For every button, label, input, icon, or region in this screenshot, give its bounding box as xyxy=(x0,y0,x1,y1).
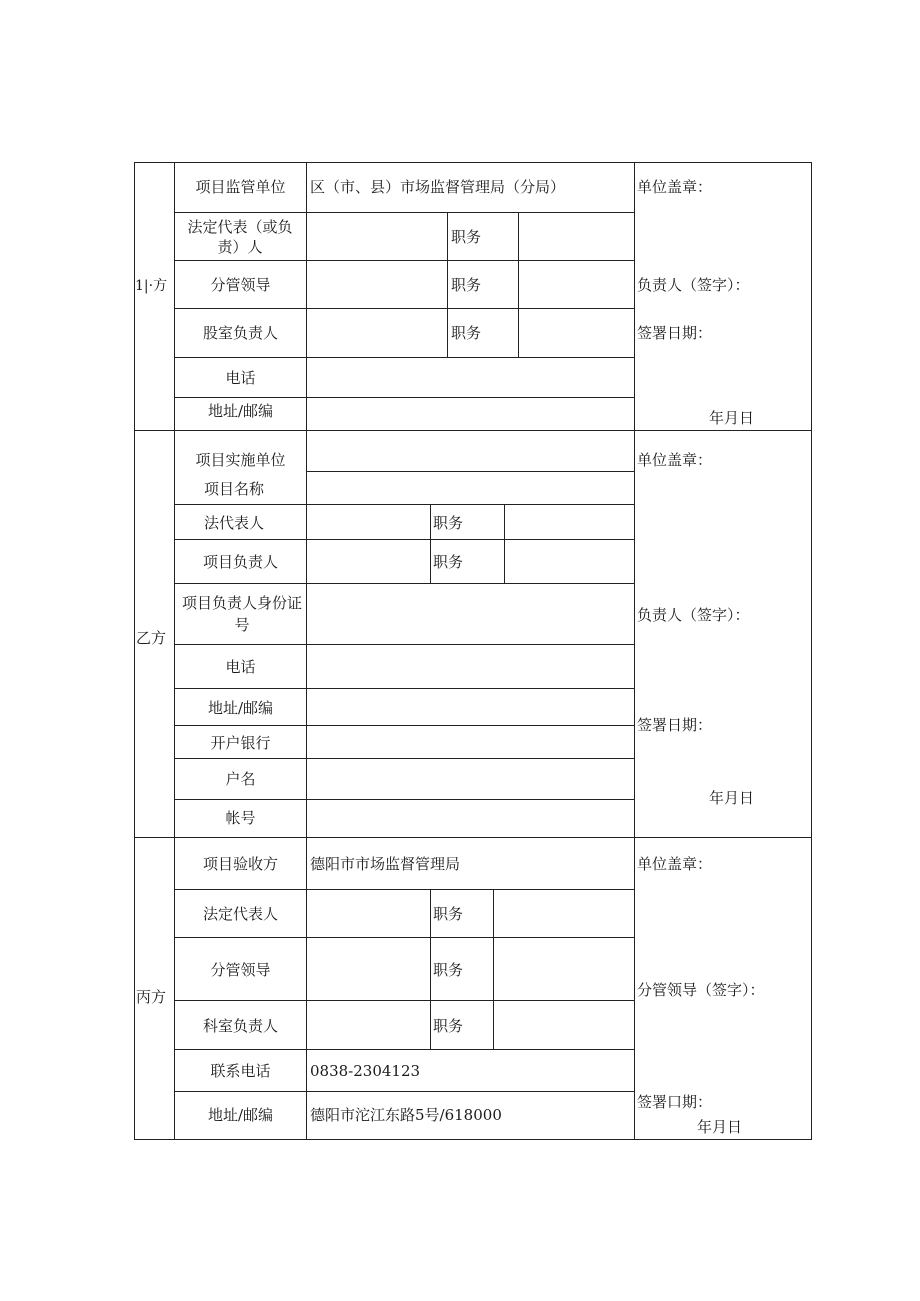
leader-label: 分管领导 xyxy=(210,961,271,979)
party-a-sign-date: 签署日期： xyxy=(637,324,713,342)
impl-unit-label: 项目实施单位 xyxy=(195,451,286,469)
lead-id-label: 项目负责人身份证号 xyxy=(181,594,302,634)
party-b-label: 乙方 xyxy=(136,629,167,647)
party-c-seal: 单位盖章： xyxy=(637,855,713,873)
party-c-label: 丙方 xyxy=(136,988,167,1006)
phone-label: 电话 xyxy=(225,369,256,387)
position-label: 职务 xyxy=(451,324,482,342)
row-divider xyxy=(174,1049,635,1050)
phone-label: 电话 xyxy=(225,658,256,676)
row-divider xyxy=(174,212,635,213)
section-a-b-divider xyxy=(134,430,812,431)
account-name-label: 户名 xyxy=(225,770,256,788)
phone-value: 0838-2304123 xyxy=(310,1062,421,1080)
party-a-seal: 单位盖章： xyxy=(637,178,713,196)
party-c-sign-date: 签署口期： xyxy=(637,1093,713,1111)
party-b-sign-person: 负责人（签字）： xyxy=(637,606,750,624)
address-label: 地址/邮编 xyxy=(207,402,274,420)
agreement-signature-table xyxy=(134,162,812,1140)
project-name-label: 项目名称 xyxy=(203,480,264,498)
position-label: 职务 xyxy=(451,228,482,246)
legal-rep-label: 法代表人 xyxy=(203,514,264,532)
party-b-seal: 单位盖章： xyxy=(637,451,713,469)
row-divider xyxy=(174,725,635,726)
phone-label: 联系电话 xyxy=(210,1062,271,1080)
row-divider xyxy=(174,644,635,645)
acceptor-label: 项目验收方 xyxy=(202,855,278,873)
table-border-right xyxy=(811,162,812,1140)
legal-rep-label: 法定代表人 xyxy=(202,905,278,923)
row-divider xyxy=(174,688,635,689)
row-divider xyxy=(174,539,635,540)
position-value-divider xyxy=(504,504,505,584)
position-label-divider xyxy=(430,889,431,1050)
bank-label: 开户银行 xyxy=(210,734,271,752)
position-label: 职务 xyxy=(433,1017,464,1035)
row-divider xyxy=(174,1091,635,1092)
row-divider xyxy=(174,799,635,800)
project-lead-label: 项目负责人 xyxy=(202,553,278,571)
position-label: 职务 xyxy=(433,514,464,532)
row-divider xyxy=(174,758,635,759)
row-divider xyxy=(174,260,635,261)
position-label: 职务 xyxy=(433,905,464,923)
address-label: 地址/邮编 xyxy=(207,699,274,717)
section-head-label: 股室负责人 xyxy=(202,324,278,342)
row-divider xyxy=(174,357,635,358)
table-border-top xyxy=(134,162,812,163)
row-divider xyxy=(174,889,635,890)
row-divider xyxy=(174,1000,635,1001)
row-divider xyxy=(174,397,635,398)
party-a-sign-person: 负责人（签字）： xyxy=(637,276,750,294)
party-a-ymd: 年月日 xyxy=(709,409,755,427)
section-b-c-divider xyxy=(134,837,812,838)
leader-label: 分管领导 xyxy=(210,276,271,294)
account-no-label: 帐号 xyxy=(225,809,256,827)
party-b-ymd: 年月日 xyxy=(709,789,755,807)
position-label-divider xyxy=(447,212,448,358)
party-a-label: 1|·方 xyxy=(135,278,168,294)
table-border-bottom xyxy=(134,1139,812,1140)
party-c-sign-person: 分管领导（签字）： xyxy=(637,981,765,999)
position-value-divider xyxy=(518,212,519,358)
legal-rep-label: 法定代表（或负责）人 xyxy=(187,218,293,256)
section-head-label: 科室负责人 xyxy=(202,1017,278,1035)
position-label-divider xyxy=(430,504,431,584)
row-divider xyxy=(306,471,635,472)
position-value-divider xyxy=(493,889,494,1050)
position-label: 职务 xyxy=(433,553,464,571)
row-divider xyxy=(174,308,635,309)
address-value: 德阳市沱江东路5号/618000 xyxy=(310,1106,502,1124)
row-divider xyxy=(174,504,635,505)
address-label: 地址/邮编 xyxy=(207,1106,274,1124)
row-divider xyxy=(174,937,635,938)
supervisor-value: 区（市、县）市场监督管理局（分局） xyxy=(310,178,566,196)
supervisor-label: 项目监管单位 xyxy=(195,178,286,196)
position-label: 职务 xyxy=(451,276,482,294)
row-divider xyxy=(174,583,635,584)
party-c-ymd: 年月日 xyxy=(697,1118,743,1136)
acceptor-value: 德阳市市场监督管理局 xyxy=(310,855,461,873)
party-b-sign-date: 签署日期： xyxy=(637,716,713,734)
position-label: 职务 xyxy=(433,961,464,979)
